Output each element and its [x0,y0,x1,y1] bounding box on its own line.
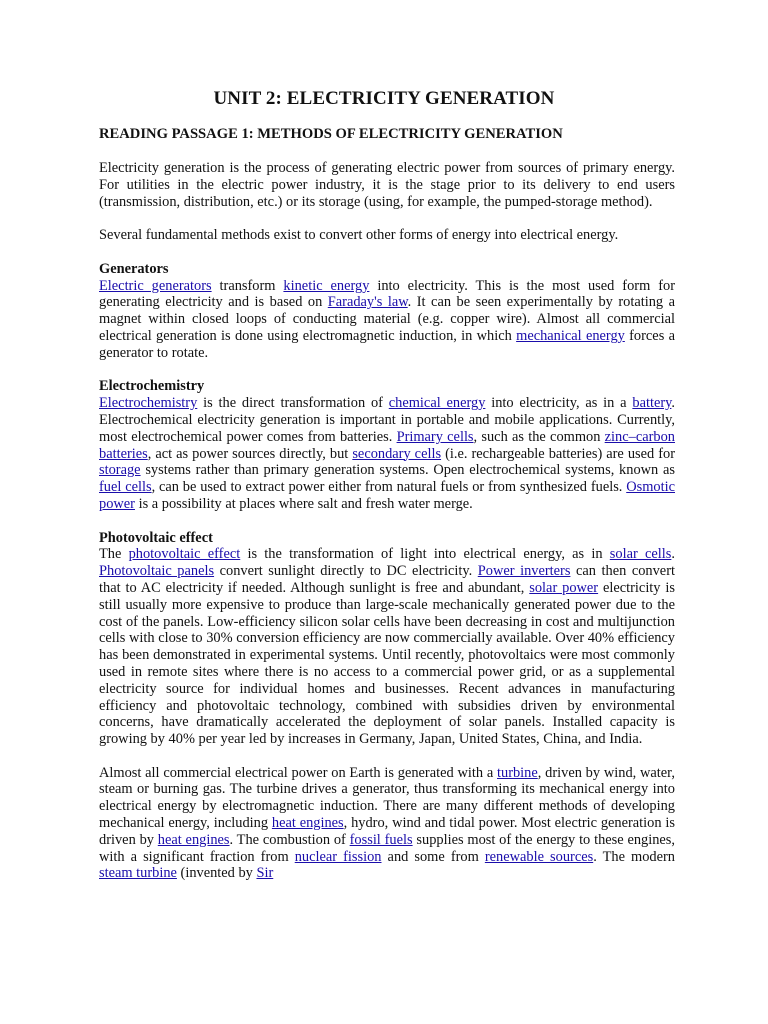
text: , hydro, wind and tidal power. Most electric generation is driven by [99,815,675,848]
text: can then convert that to AC electricity if needed. Although sunlight is free and abundant, [99,563,675,596]
section-heading-generators: Generators [99,260,169,277]
text: supplies most of the energy to these engines, with a significant fraction from [99,831,675,865]
text: . The modern [593,848,675,865]
text: (invented by [176,865,257,882]
text: transform [211,277,284,294]
link-turbine[interactable]: turbine [497,764,538,781]
link-solar-cells[interactable]: solar cells [609,546,672,563]
link-heat-engines[interactable]: heat engines [271,815,344,832]
link-nuclear-fission[interactable]: nuclear fission [294,848,382,865]
turbines-paragraph [99,765,675,883]
text: is a possibility at places where salt and fresh water merge. [134,495,473,512]
link-sir[interactable]: Sir [256,865,274,882]
intro-paragraph-2: Several fundamental methods exist to convert other forms of energy into electrical energy. [99,227,619,244]
link-osmotic-power[interactable]: Osmotic power [99,479,675,512]
link-faradays-law[interactable]: Faraday's law [327,294,408,311]
text: electricity is still usually more expensive to produce than large-scale mechanically generated power due to the cost of the panels. Low-efficiency silicon solar cells have been decreasing in cost and multijunction cells with close to 30% conversion efficiency are now commercially available. Over 40% efficiency has been demonstrated in experimental systems. Until recently, photovoltaics were most commonly used in remote sites where there is no access to a commercial power grid, or as a supplemental electricity source for individual homes and businesses. Recent advances in manufacturing efficiency and photovoltaic technology, combined with subsidies driven by environmental concerns, have dramatically accelerated the deployment of solar panels. Installed capacity is growing by 40% per year led by increases in Germany, Japan, United States, China, and India. [99,579,675,748]
link-battery[interactable]: battery [632,395,672,412]
section-heading-photovoltaic: Photovoltaic effect [99,529,213,546]
text: . Electrochemical electricity generation is important in portable and mobile applications. Currently, most electrochemical power comes from batteries. [99,395,676,445]
link-photovoltaic-effect[interactable]: photovoltaic effect [128,546,241,563]
text: . It can be seen experimentally by rotating a magnet within closed loops of conducting material (e.g. copper wire). Almost all commercial electrical generation is done using electromagnetic induction, in which [99,294,676,344]
photovoltaic-paragraph [99,546,675,748]
link-solar-power[interactable]: solar power [529,579,599,596]
text: convert sunlight directly to DC electricity. [214,563,478,580]
text: into electricity, as in a [485,395,633,412]
link-renewable-sources[interactable]: renewable sources [484,848,594,865]
link-zinc-carbon-batteries[interactable]: zinc–carbon batteries [99,428,675,462]
section-heading-electrochemistry: Electrochemistry [99,378,205,395]
text: , driven by wind, water, steam or burning gas. The turbine drives a generator, thus transforming its mechanical energy into electrical energy by electromagnetic induction. There are many different methods of developing mechanical energy, including [99,764,675,832]
text: Almost all commercial electrical power on Earth is generated with a [99,764,497,781]
document-body [99,160,675,899]
text: The [99,546,129,563]
intro-paragraph-1: Electricity generation is the process of generating electric power from sources of primary energy. For utilities in the electric power industry, it is the stage prior to its delivery to end users (transmission, distribution, etc.) or its storage (using, for example, the pumped-storage method). [99,160,675,210]
text: is the transformation of light into electrical energy, as in [240,546,610,563]
link-fuel-cells[interactable]: fuel cells [99,479,152,496]
link-electrochemistry[interactable]: Electrochemistry [99,395,198,412]
link-heat-engines-2[interactable]: heat engines [157,831,230,848]
electrochemistry-paragraph [99,395,675,513]
text: , such as the common [473,428,605,445]
link-electric-generators[interactable]: Electric generators [99,277,212,294]
text: forces a generator to rotate. [99,327,675,361]
text: , act as power sources directly, but [147,445,353,462]
link-power-inverters[interactable]: Power inverters [477,563,571,580]
text: systems rather than primary generation systems. Open electrochemical systems, known as [140,462,675,479]
link-steam-turbine[interactable]: steam turbine [99,865,177,882]
unit-title: UNIT 2: ELECTRICITY GENERATION [213,88,555,109]
link-photovoltaic-panels[interactable]: Photovoltaic panels [99,563,215,580]
link-storage[interactable]: storage [99,462,141,479]
text: and some from [381,848,485,865]
link-fossil-fuels[interactable]: fossil fuels [349,831,413,848]
link-mechanical-energy[interactable]: mechanical energy [516,327,625,344]
text: , can be used to extract power either from natural fuels or from synthesized fuels. [151,479,627,496]
text: . The combustion of [229,831,350,848]
generators-paragraph [99,278,675,362]
text: . [671,546,675,563]
text: is the direct transformation of [197,395,389,412]
text: into electricity. This is the most used form for generating electricity and is based on [99,277,675,311]
link-secondary-cells[interactable]: secondary cells [352,445,442,462]
link-kinetic-energy[interactable]: kinetic energy [283,277,370,294]
link-primary-cells[interactable]: Primary cells [396,428,474,445]
link-chemical-energy[interactable]: chemical energy [388,395,486,412]
text: (i.e. rechargeable batteries) are used for [441,445,676,462]
passage-title: READING PASSAGE 1: METHODS OF ELECTRICITY GENERATION [99,126,563,142]
